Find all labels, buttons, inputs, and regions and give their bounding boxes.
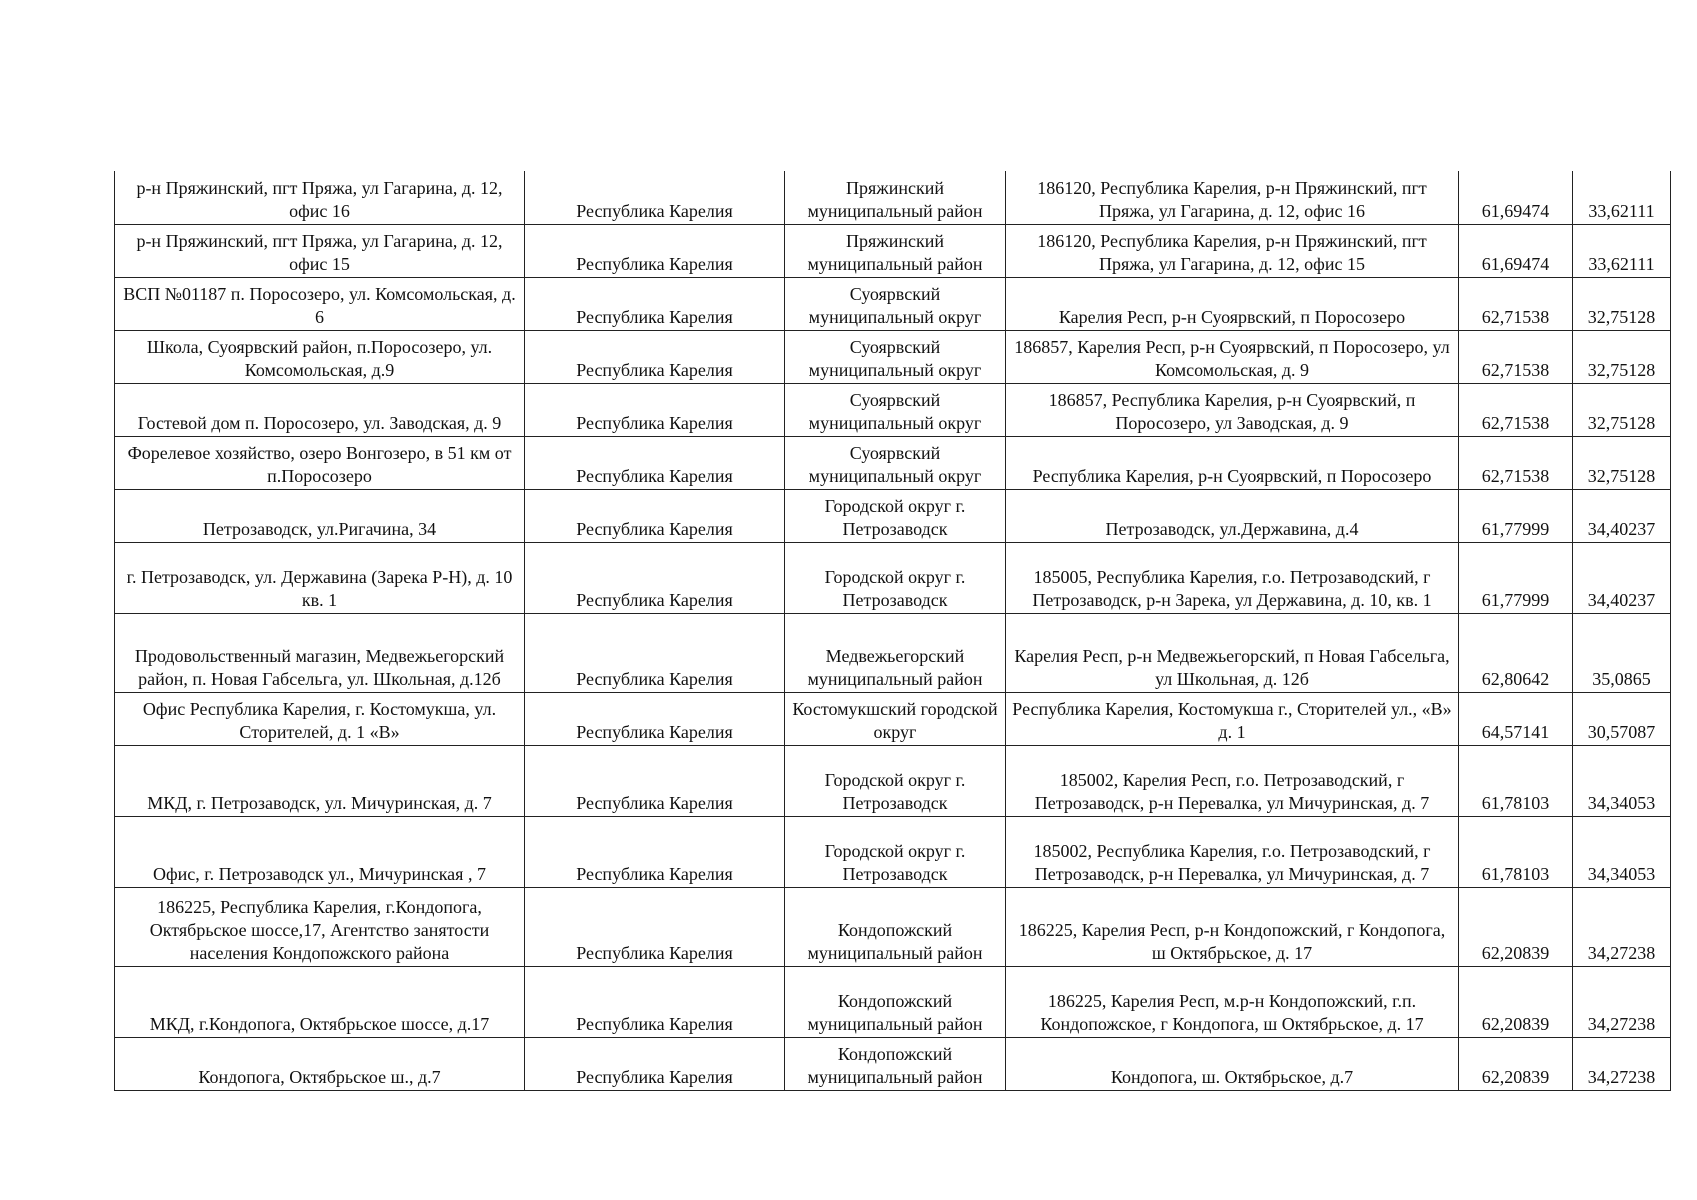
cell-region: Республика Карелия [525,436,785,489]
cell-place: Продовольственный магазин, Медвежьегорский район, п. Новая Габсельга, ул. Школьная, д.12б [115,613,525,692]
table-row [115,542,1671,613]
cell-region: Республика Карелия [525,745,785,816]
cell-region: Республика Карелия [525,489,785,542]
cell-latitude: 62,20839 [1459,966,1573,1037]
cell-longitude: 30,57087 [1573,692,1671,745]
cell-latitude: 62,20839 [1459,1037,1573,1090]
cell-region: Республика Карелия [525,692,785,745]
cell-address: 186225, Карелия Респ, р-н Кондопожский, г Кондопога, ш Октябрьское, д. 17 [1006,887,1459,966]
table-row [115,383,1671,436]
cell-municipality: Медвежьегорский муниципальный район [785,613,1006,692]
cell-municipality: Кондопожский муниципальный район [785,966,1006,1037]
table-row [115,277,1671,330]
cell-municipality: Городской округ г. Петрозаводск [785,816,1006,887]
cell-region: Республика Карелия [525,887,785,966]
cell-municipality: Городской округ г. Петрозаводск [785,745,1006,816]
table-row [115,887,1671,966]
cell-region: Республика Карелия [525,383,785,436]
cell-longitude: 35,0865 [1573,613,1671,692]
cell-latitude: 62,71538 [1459,277,1573,330]
cell-place: Кондопога, Октябрьское ш., д.7 [115,1037,525,1090]
cell-longitude: 33,62111 [1573,224,1671,277]
cell-place: Офис Республика Карелия, г. Костомукша, ул. Сторителей, д. 1 «В» [115,692,525,745]
cell-place: р-н Пряжинский, пгт Пряжа, ул Гагарина, д. 12, офис 15 [115,224,525,277]
cell-latitude: 62,71538 [1459,330,1573,383]
cell-municipality: Кондопожский муниципальный район [785,1037,1006,1090]
table-row [115,692,1671,745]
cell-municipality: Суоярвский муниципальный округ [785,383,1006,436]
cell-longitude: 34,34053 [1573,745,1671,816]
cell-latitude: 62,71538 [1459,383,1573,436]
cell-address: Кондопога, ш. Октябрьское, д.7 [1006,1037,1459,1090]
cell-municipality: Кондопожский муниципальный район [785,887,1006,966]
cell-region: Республика Карелия [525,1037,785,1090]
cell-longitude: 34,40237 [1573,542,1671,613]
cell-place: 186225, Республика Карелия, г.Кондопога, Октябрьское шоссе,17, Агентство занятости населения Кондопожского района [115,887,525,966]
table-row [115,436,1671,489]
locations-table [114,171,1671,1091]
table-row [115,171,1671,224]
cell-longitude: 32,75128 [1573,277,1671,330]
cell-municipality: Городской округ г. Петрозаводск [785,542,1006,613]
cell-municipality: Городской округ г. Петрозаводск [785,489,1006,542]
cell-latitude: 61,78103 [1459,745,1573,816]
cell-latitude: 61,77999 [1459,489,1573,542]
cell-longitude: 34,27238 [1573,966,1671,1037]
cell-place: г. Петрозаводск, ул. Державина (Зарека Р-Н), д. 10 кв. 1 [115,542,525,613]
cell-address: Петрозаводск, ул.Державина, д.4 [1006,489,1459,542]
cell-region: Республика Карелия [525,224,785,277]
table-row [115,224,1671,277]
table-row [115,489,1671,542]
cell-address: 186857, Карелия Респ, р-н Суоярвский, п Поросозеро, ул Комсомольская, д. 9 [1006,330,1459,383]
cell-region: Республика Карелия [525,330,785,383]
table-row [115,1037,1671,1090]
cell-longitude: 32,75128 [1573,383,1671,436]
cell-address: Республика Карелия, р-н Суоярвский, п Поросозеро [1006,436,1459,489]
cell-longitude: 34,27238 [1573,887,1671,966]
cell-address: 186225, Карелия Респ, м.р-н Кондопожский, г.п. Кондопожское, г Кондопога, ш Октябрьское, д. 17 [1006,966,1459,1037]
cell-place: Форелевое хозяйство, озеро Вонгозеро, в 51 км от п.Поросозеро [115,436,525,489]
cell-latitude: 62,71538 [1459,436,1573,489]
cell-municipality: Костомукшский городской округ [785,692,1006,745]
cell-region: Республика Карелия [525,816,785,887]
cell-address: Карелия Респ, р-н Медвежьегорский, п Новая Габсельга, ул Школьная, д. 12б [1006,613,1459,692]
cell-latitude: 64,57141 [1459,692,1573,745]
cell-place: р-н Пряжинский, пгт Пряжа, ул Гагарина, д. 12, офис 16 [115,171,525,224]
cell-place: Школа, Суоярвский район, п.Поросозеро, ул. Комсомольская, д.9 [115,330,525,383]
cell-municipality: Суоярвский муниципальный округ [785,330,1006,383]
cell-place: Гостевой дом п. Поросозеро, ул. Заводская, д. 9 [115,383,525,436]
cell-longitude: 34,27238 [1573,1037,1671,1090]
cell-place: МКД, г.Кондопога, Октябрьское шоссе, д.17 [115,966,525,1037]
cell-address: 185005, Республика Карелия, г.о. Петрозаводский, г Петрозаводск, р-н Зарека, ул Державина, д. 10, кв. 1 [1006,542,1459,613]
cell-region: Республика Карелия [525,966,785,1037]
cell-longitude: 34,40237 [1573,489,1671,542]
table-row [115,745,1671,816]
cell-longitude: 32,75128 [1573,436,1671,489]
cell-latitude: 61,78103 [1459,816,1573,887]
table-row [115,613,1671,692]
cell-region: Республика Карелия [525,171,785,224]
cell-region: Республика Карелия [525,277,785,330]
cell-latitude: 61,77999 [1459,542,1573,613]
locations-table-body [115,171,1671,1090]
cell-address: 186857, Республика Карелия, р-н Суоярвский, п Поросозеро, ул Заводская, д. 9 [1006,383,1459,436]
cell-region: Республика Карелия [525,613,785,692]
cell-place: Петрозаводск, ул.Ригачина, 34 [115,489,525,542]
cell-address: Республика Карелия, Костомукша г., Сторителей ул., «В» д. 1 [1006,692,1459,745]
table-row [115,330,1671,383]
cell-municipality: Пряжинский муниципальный район [785,171,1006,224]
cell-latitude: 61,69474 [1459,224,1573,277]
cell-place: МКД, г. Петрозаводск, ул. Мичуринская, д. 7 [115,745,525,816]
cell-address: 185002, Республика Карелия, г.о. Петрозаводский, г Петрозаводск, р-н Перевалка, ул Мичуринская, д. 7 [1006,816,1459,887]
cell-latitude: 61,69474 [1459,171,1573,224]
cell-longitude: 33,62111 [1573,171,1671,224]
cell-region: Республика Карелия [525,542,785,613]
cell-address: 186120, Республика Карелия, р-н Пряжинский, пгт Пряжа, ул Гагарина, д. 12, офис 15 [1006,224,1459,277]
cell-municipality: Пряжинский муниципальный район [785,224,1006,277]
cell-address: 186120, Республика Карелия, р-н Пряжинский, пгт Пряжа, ул Гагарина, д. 12, офис 16 [1006,171,1459,224]
cell-longitude: 34,34053 [1573,816,1671,887]
cell-municipality: Суоярвский муниципальный округ [785,277,1006,330]
cell-place: Офис, г. Петрозаводск ул., Мичуринская , 7 [115,816,525,887]
cell-latitude: 62,80642 [1459,613,1573,692]
cell-address: 185002, Карелия Респ, г.о. Петрозаводский, г Петрозаводск, р-н Перевалка, ул Мичуринская, д. 7 [1006,745,1459,816]
cell-latitude: 62,20839 [1459,887,1573,966]
cell-place: ВСП №01187 п. Поросозеро, ул. Комсомольская, д. 6 [115,277,525,330]
table-row [115,966,1671,1037]
cell-address: Карелия Респ, р-н Суоярвский, п Поросозеро [1006,277,1459,330]
cell-longitude: 32,75128 [1573,330,1671,383]
table-row [115,816,1671,887]
cell-municipality: Суоярвский муниципальный округ [785,436,1006,489]
